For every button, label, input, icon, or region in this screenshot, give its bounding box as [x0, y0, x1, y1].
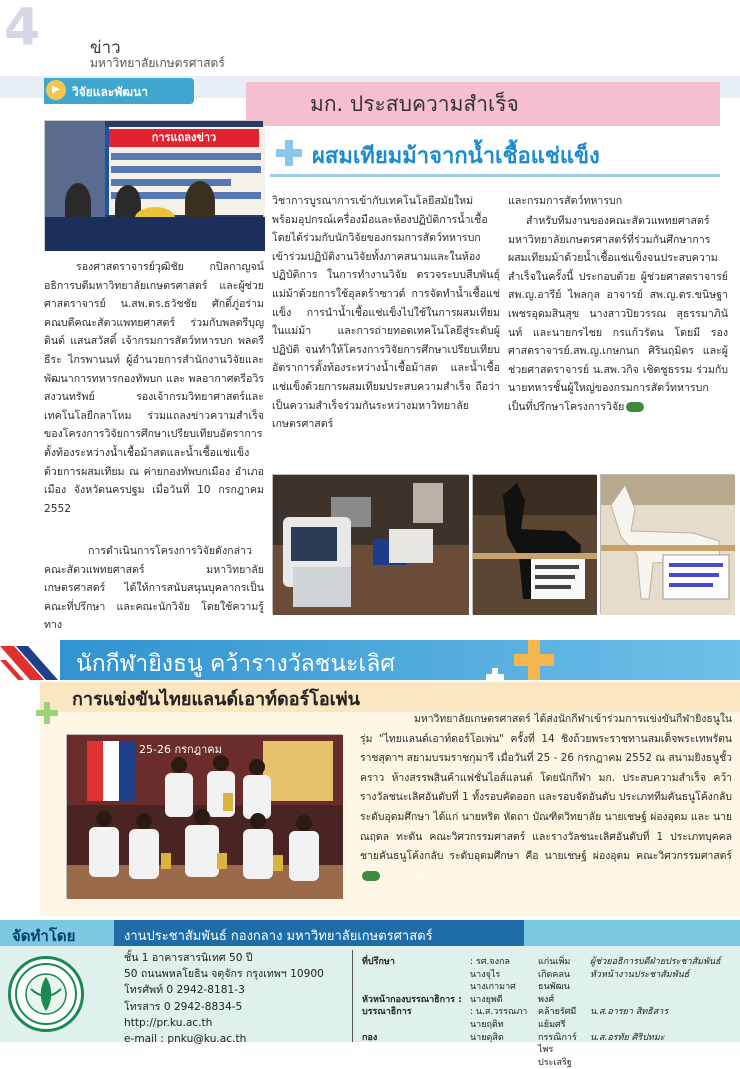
article-col3	[508, 212, 728, 417]
staff-role: หัวหน้ากองบรรณาธิการ :	[362, 994, 462, 1005]
staff-role: ที่ปรึกษา	[362, 957, 395, 967]
section2-subheadline: การแข่งขันไทยแลนด์เอาท์ดอร์โอเพ่น	[72, 689, 360, 710]
archery-team-photo	[66, 734, 342, 898]
footer-divider	[352, 950, 353, 1042]
photo-banner-date: 25-26 กรกฎาคม	[139, 743, 222, 756]
headline-sub: ผสมเทียมม้าจากน้ำเชื้อแช่แข็ง	[312, 144, 600, 169]
article-lead: รองศาสตราจารย์วุฒิชัย กปิลกาญจน์ อธิการบดีมหาวิทยาลัยเกษตรศาสตร์ และผู้ช่วยศาสตราจารย์ น.สพ.ดร.ธวัชชัย ศักดิ์ภู่อร่าม คณบดีคณะสัตวแพทยศาสตร์ ร่วมกับพลตรีบุญดินต์ แสนสวัสดิ์ เจ้ากรมการสัตว์ทหารบก พลตรีธีระ ไกรพานนท์ ผู้อำนวยการสำนักงานวิจัยและพัฒนาการทหารกองทัพบก และ พลอากาศตรีอวิร สงวนทรัพย์ รองเจ้ากรมวิทยาศาสตร์และเทคโนโลยีกลาโหม ร่วมแถลงข่าวความสำเร็จของโครงการวิจัยการศึกษาเปรียบเทียบอัตราการตั้งท้องระหว่างน้ำเชื้อม้าสดและน้ำเชื้อแช่แข็งด้วยการผสมเทียม ณ ค่ายกองทัพบกเมือง อำเภอเมือง จังหวัดนครปฐม เมื่อวันที่ 10 กรกฎาคม 2552	[44, 261, 264, 515]
page-number: 4	[4, 0, 41, 58]
university-seal-icon	[8, 956, 84, 1032]
black-horse-photo	[472, 474, 596, 614]
footer-address	[124, 950, 324, 1047]
ultrasound-equipment-photo	[272, 474, 468, 614]
staff-titles	[590, 956, 730, 1044]
section2-headline: นักกีฬายิงธนู คว้ารางวัลชนะเลิศ	[76, 651, 395, 677]
staff-role	[362, 969, 462, 982]
staff-name: นางยุพดี	[470, 994, 503, 1005]
address-line: ชั้น 1 อาคารสารนิเทศ 50 ปี	[124, 952, 253, 964]
article-col2: วิชาการบูรณาการเข้ากับเทคโนโลยีสมัยใหม่ พร้อมอุปกรณ์เครื่องมือและห้องปฏิบัติการน้ำเชื้อ โดยได้ร่วมกับนักวิจัยของกรมการสัตว์ทหารบก เข้าร่วมปฏิบัติงานวิจัยทั้งภาคสนามและในห้องปฏิบัติการ ในการทำงานวิจัย ตรวจระบบสืบพันธุ์แม่ม้าด้วยการใช้อุลตร้าซาวด์ การจัดทำน้ำเชื้อแช่แข็ง การนำน้ำเชื้อแช่แข็งไปใช้ในการผสมเทียมในแม่ม้า และการถ่ายทอดเทคโนโลยีสู่ระดับผู้ปฏิบัติ จนทำให้โครงการวิจัยการศึกษาเปรียบเทียบอัตราการตั้งท้องระหว่างน้ำเชื้อม้าสด และน้ำเชื้อแช่แข็งด้วยการผสมเทียมประสบความสำเร็จ ถือว่าเป็นความสำเร็จร่วมกันระหว่างมหาวิทยาลัยเกษตรศาสตร์	[272, 195, 500, 431]
staff-title	[590, 1019, 730, 1032]
green-plus-icon	[36, 702, 58, 724]
staff-name: แก่นเพิ่ม	[538, 957, 571, 967]
staff-name: นางเกามาศ	[470, 982, 516, 993]
staff-name: นายดุสิต	[470, 1032, 504, 1043]
section-tag-label: วิจัยและพัฒนา	[72, 85, 149, 99]
article-col3-text: สำหรับทีมงานของคณะสัตวแพทยศาสตร์ มหาวิทยาลัยเกษตรศาสตร์ที่ร่วมกันศึกษาการผสมเทียมม้าด้วยน้ำเชื้อแช่แข็งจนประสบความสำเร็จในครั้งนี้ ประกอบด้วย ผู้ช่วยศาสตราจารย์ สพ.ญ.อารีย์ ไพลกุล อาจารย์ สพ.ญ.ดร.ขนิษฐา เพชรอุดมสินสุข นางสาวปิยวรรณ สุธรรมาภินันท์ และนายกรไชย กรแก้วรัตน โดยมี รองศาสตราจารย์.สพ.ญ.เกษกนก ศิรินฤมิตร และผู้ช่วยศาสตราจารย์ น.สพ.วกิจ เชิดชูธรรม ร่วมกับนายทหารชั้นผู้ใหญ่ของกรมการสัตว์ทหารบก เป็นที่ปรึกษาโครงการวิจัย	[508, 215, 728, 413]
headline-underline	[270, 174, 720, 177]
article-col3-first-line: และกรมการสัตว์ทหารบก	[508, 195, 623, 207]
staff-title: หัวหน้างานประชาสัมพันธ์	[590, 969, 690, 980]
staff-title	[590, 981, 730, 994]
staff-role	[362, 981, 462, 994]
ku-end-mark-2: KU	[362, 871, 380, 881]
orange-plus-icon	[514, 640, 554, 680]
staff-name: คล้ายรัศมี	[538, 1007, 577, 1018]
staff-name: : รศ.จงกล	[470, 957, 510, 967]
header-subtitle: มหาวิทยาลัยเกษตรศาสตร์	[90, 56, 225, 70]
staff-name: เกิดคลน	[538, 969, 571, 980]
play-icon: ▶	[46, 80, 66, 100]
staff-name: ธนพัฒนพงศ์	[538, 982, 570, 1005]
fax-line: โทรสาร 0 2942-8834-5	[124, 1000, 243, 1013]
staff-name: นายฤติท	[470, 1019, 504, 1030]
email-link[interactable]: e-mail : pnku@ku.ac.th	[124, 1033, 247, 1046]
staff-title: ผู้ช่วยอธิการบดีฝ่ายประชาสัมพันธ์	[590, 957, 721, 967]
staff-title	[590, 994, 730, 1007]
staff-role: บรรณาธิการ	[362, 1007, 412, 1018]
footer-org: งานประชาสัมพันธ์ กองกลาง มหาวิทยาลัยเกษตรศาสตร์	[124, 929, 433, 944]
thai-flag-graphic	[0, 640, 60, 680]
headline: มก. ประสบความสำเร็จ	[310, 92, 519, 116]
address-line: 50 ถนนพหลโยธิน จตุจักร กรุงเทพฯ 10900	[124, 968, 324, 981]
press-conference-photo	[44, 120, 264, 250]
staff-names-1	[470, 956, 530, 1044]
article-col1-continued: การดำเนินการโครงการวิจัยดังกล่าว คณะสัตวแพทยศาสตร์ มหาวิทยาลัยเกษตรศาสตร์ ได้ให้การสนับสนุนบุคลากรเป็นคณะที่ปรึกษา และคณะนักวิจัย โดยใช้ความรู้ทาง	[44, 545, 264, 632]
staff-title: น.ส.อรทัย ศิริปทมะ	[590, 1032, 665, 1043]
staff-role	[362, 1019, 462, 1032]
staff-name: : น.ส.วรรณภา	[470, 1007, 528, 1018]
staff-names-2	[538, 956, 584, 1069]
staff-name: แย้มศรี	[538, 1019, 566, 1030]
footer-label: จัดทำโดย	[12, 927, 76, 945]
staff-roles	[362, 956, 462, 1044]
staff-title: น.ส.อารยา สิทธิสาร	[590, 1007, 669, 1018]
website-link[interactable]: http://pr.ku.ac.th	[124, 1016, 213, 1029]
header-title: ข่าว	[90, 38, 121, 58]
staff-role: กอง	[362, 1032, 378, 1043]
photo-banner-title: การแถลงข่าว	[109, 129, 259, 147]
section2-body-text: มหาวิทยาลัยเกษตรศาสตร์ ได้ส่งนักกีฬาเข้าร่วมการแข่งขันกีฬายิงธนูในรุ่ม "ไทยแลนด์เอาท์ดอร์โอเพ่น" ครั้งที่ 14 ชิงถ้วยพระราชทานสมเด็จพระเทพรัตนราชสุดาฯ สยามบรมราชกุมารี เมื่อวันที่ 25 - 26 กรกฎาคม 2552 ณ สนามยิงธนูชั้วคราว ห้างสรรพสินค้าแฟชั่นไอส์แลนด์ โดยนักกีฬา มก. ประสบความสำเร็จ คว้ารางวัลชนะเลิศอันดับที่ 1 ทั้งรอบคัดออก และรอบจัดอันดับ ประเภททีมคันธนูโค้งกลับระดับอุดมศึกษา ได้แก่ นายหริต หัดถา บัณฑิตวิทยาลัย นายเชษฐ์ ผ่องอุดม และ นายณฤดล ทะดัน คณะวิศวกรรมศาสตร์ และรางวัลชนะเลิศอันดับที่ 1 ประเภทบุคคลชายคันธนูโค้งกลับ ระดับอุดมศึกษา คือ นายเชษฐ์ ผ่องอุดม คณะวิศวกรรมศาสตร์	[360, 713, 732, 863]
staff-name: นางจุไร	[470, 969, 501, 980]
section2-body	[360, 710, 732, 886]
white-horse-photo	[600, 474, 734, 614]
plus-icon	[276, 140, 302, 166]
phone-line: โทรศัพท์ 0 2942-8181-3	[124, 984, 245, 997]
ku-end-mark: KU	[626, 402, 644, 412]
staff-name: กรรณิการ์	[538, 1032, 577, 1043]
staff-name: ไพรประเสริฐ	[538, 1045, 572, 1068]
